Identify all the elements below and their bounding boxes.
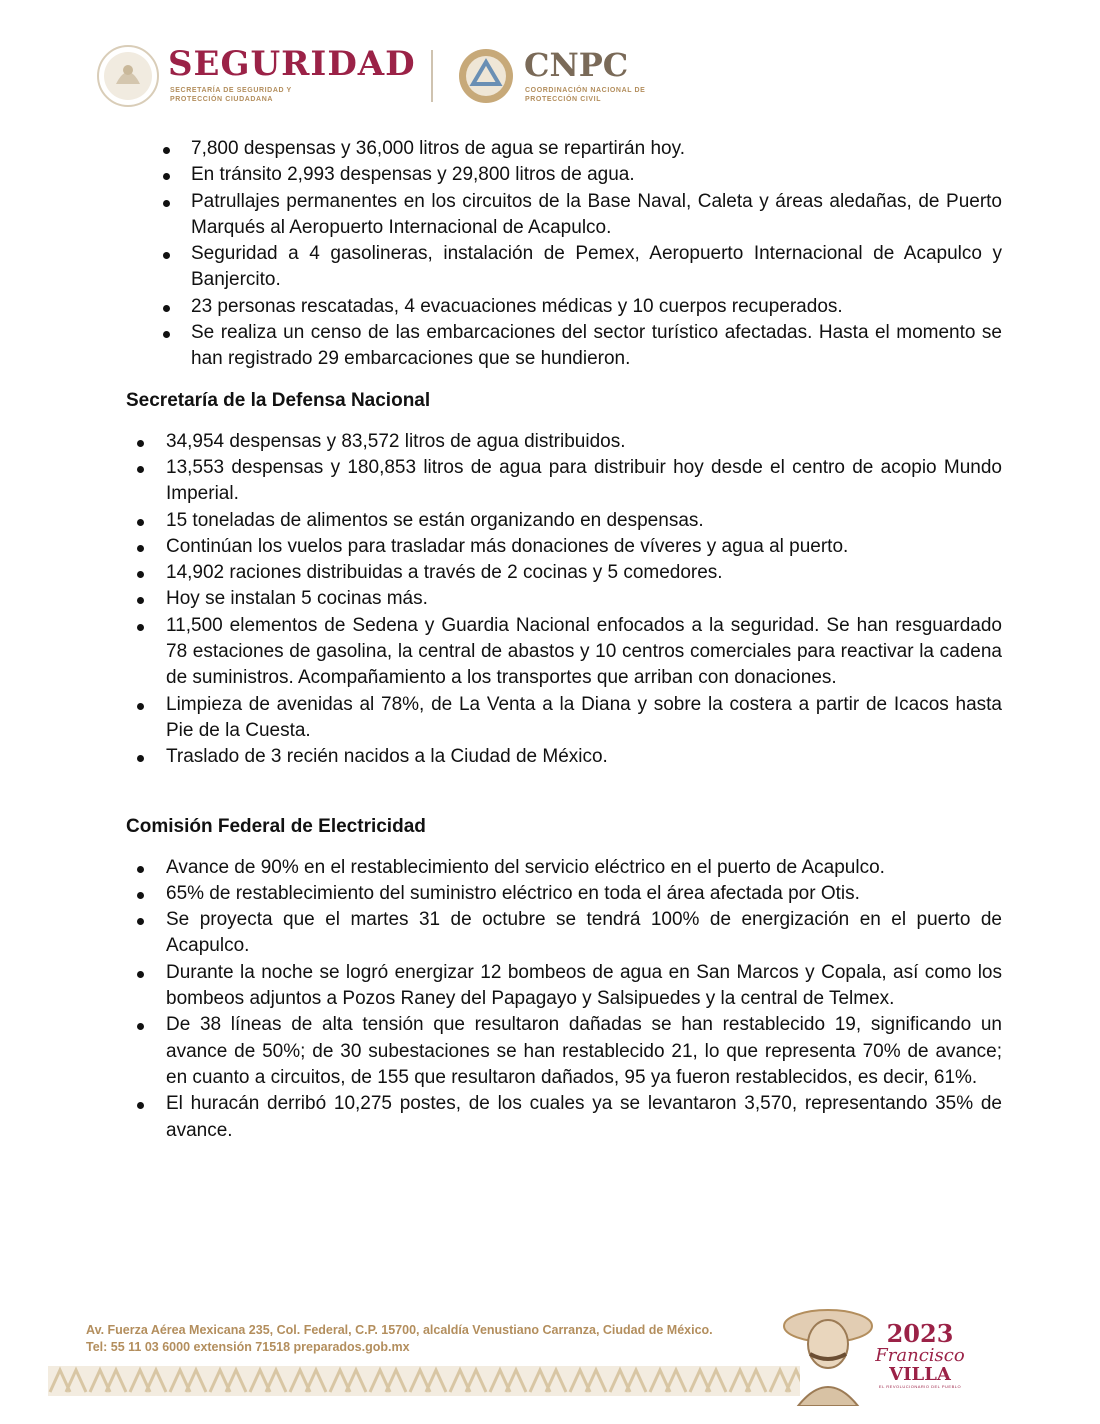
list-item: Seguridad a 4 gasolineras, instalación de Pemex, Aeropuerto Internacional de Acapulco y Banjercito. (126, 241, 1002, 294)
list-item: 7,800 despensas y 36,000 litros de agua se repartirán hoy. (126, 136, 1002, 162)
bullet-icon (137, 440, 144, 447)
seguridad-subtitle: SECRETARÍA DE SEGURIDAD Y PROTECCIÓN CIUDADANA (170, 87, 292, 103)
section-title-sedena: Secretaría de la Defensa Nacional (126, 389, 431, 411)
list-item: El huracán derribó 10,275 postes, de los cuales ya se levantaron 3,570, representando 35% de avance. (126, 1091, 1002, 1144)
bullet-icon (163, 147, 170, 154)
villa-name: Francisco (875, 1345, 965, 1366)
bullet-icon (163, 252, 170, 259)
bullet-icon (163, 200, 170, 207)
bullet-icon (137, 918, 144, 925)
list-item: 13,553 despensas y 180,853 litros de agua para distribuir hoy desde el centro de acopio Mundo Imperial. (126, 455, 1002, 508)
list-item: Limpieza de avenidas al 78%, de La Venta a la Diana y sobre la costera a partir de Icacos hasta Pie de la Cuesta. (126, 692, 1002, 745)
list-item: 15 toneladas de alimentos se están organizando en despensas. (126, 508, 1002, 534)
footer-address (86, 1322, 713, 1356)
bullet-icon (137, 624, 144, 631)
list-item: Hoy se instalan 5 cocinas más. (126, 586, 1002, 612)
list-item: Continúan los vuelos para trasladar más donaciones de víveres y agua al puerto. (126, 534, 1002, 560)
cnpc-wordmark: CNPC (524, 46, 629, 84)
bullet-icon (137, 755, 144, 762)
contact-line: Tel: 55 11 03 6000 extensión 71518 preparados.gob.mx (86, 1340, 410, 1354)
bullet-icon (163, 173, 170, 180)
list-item: 23 personas rescatadas, 4 evacuaciones médicas y 10 cuerpos recuperados. (126, 294, 1002, 320)
list-item: 65% de restablecimiento del suministro eléctrico en toda el área afectada por Otis. (126, 881, 1002, 907)
list-item: En tránsito 2,993 despensas y 29,800 litros de agua. (126, 162, 1002, 188)
sedena-list (126, 429, 1002, 771)
list-item: 11,500 elementos de Sedena y Guardia Nacional enfocados a la seguridad. Se han resguardado 78 estaciones de gasolina, la central de abastos y 10 centros comerciales para reactivar la cadena de suministros. Acompañamiento a los transportes que arriban con donaciones. (126, 613, 1002, 692)
list-item: Durante la noche se logró energizar 12 bombeos de agua en San Marcos y Copala, así como los bombeos adjuntos a Pozos Raney del Papagayo y Salsipuedes y la central de Telmex. (126, 960, 1002, 1013)
bullet-icon (163, 305, 170, 312)
bullet-icon (137, 971, 144, 978)
bullet-icon (137, 466, 144, 473)
intro-list (126, 136, 1002, 373)
cfe-list (126, 855, 1002, 1144)
bullet-icon (137, 519, 144, 526)
list-item: Se realiza un censo de las embarcaciones del sector turístico afectadas. Hasta el momento se han registrado 29 embarcaciones que se hundieron. (126, 320, 1002, 373)
list-item: Avance de 90% en el restablecimiento del servicio eléctrico en el puerto de Acapulco. (126, 855, 1002, 881)
bullet-icon (163, 331, 170, 338)
bullet-icon (137, 1023, 144, 1030)
list-item: 14,902 raciones distribuidas a través de 2 cocinas y 5 comedores. (126, 560, 1002, 586)
bullet-icon (137, 703, 144, 710)
villa-surname: VILLA (889, 1364, 951, 1385)
document-body (126, 136, 1002, 1144)
bullet-icon (137, 1102, 144, 1109)
list-item: Se proyecta que el martes 31 de octubre se tendrá 100% de energización en el puerto de Acapulco. (126, 907, 1002, 960)
villa-motto: EL REVOLUCIONARIO DEL PUEBLO (878, 1384, 962, 1389)
bullet-icon (137, 571, 144, 578)
letterhead (96, 36, 696, 116)
seguridad-wordmark: SEGURIDAD (168, 44, 416, 84)
list-item: Patrullajes permanentes en los circuitos de la Base Naval, Caleta y áreas aledañas, de Puerto Marqués al Aeropuerto Internacional de Acapulco. (126, 189, 1002, 242)
civil-protection-triangle-icon (456, 46, 516, 106)
cnpc-subtitle: COORDINACIÓN NACIONAL DE PROTECCIÓN CIVIL (525, 87, 646, 103)
decorative-greca-band (48, 1366, 800, 1396)
bullet-icon (137, 597, 144, 604)
villa-year: 2023 (886, 1319, 954, 1348)
bullet-icon (137, 545, 144, 552)
villa-2023-logo (870, 1319, 970, 1389)
mexico-coat-of-arms-icon (96, 44, 160, 108)
list-item: 34,954 despensas y 83,572 litros de agua distribuidos. (126, 429, 1002, 455)
list-item: Traslado de 3 recién nacidos a la Ciudad de México. (126, 744, 1002, 770)
bullet-icon (137, 892, 144, 899)
list-item: De 38 líneas de alta tensión que resultaron dañadas se han restablecido 19, significando un avance de 50%; de 30 subestaciones se han restablecido 21, lo que representa 70% de avance; en cuanto a circuitos, de 155 que resultaron dañados, 95 ya fueron restablecidos, es decir, 61%. (126, 1012, 1002, 1091)
address-line: Av. Fuerza Aérea Mexicana 235, Col. Federal, C.P. 15700, alcaldía Venustiano Carranza, Ciudad de México. (86, 1323, 713, 1337)
francisco-villa-portrait-icon (780, 1300, 876, 1406)
section-title-cfe: Comisión Federal de Electricidad (126, 815, 426, 837)
bullet-icon (137, 866, 144, 873)
header-divider (431, 50, 433, 102)
